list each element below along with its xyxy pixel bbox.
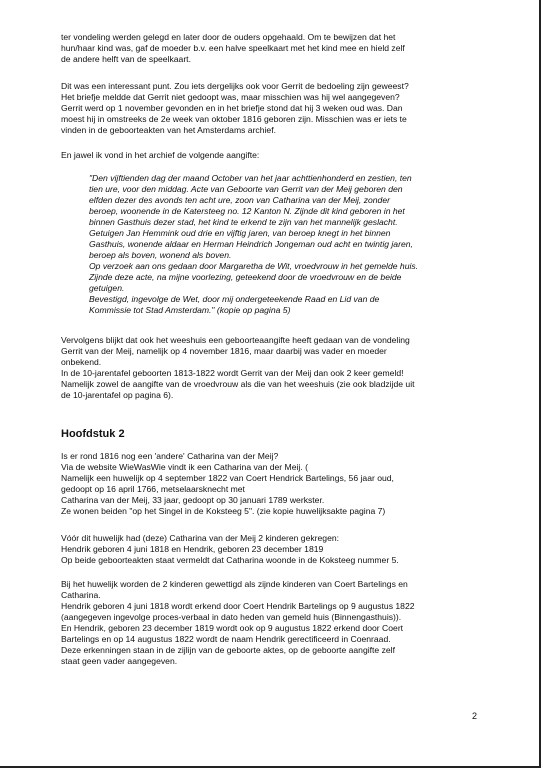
text-line: Bartelings en op 14 augustus 1822 wordt de naam Hendrik gerectificeerd in Coenraad. <box>61 634 391 644</box>
quote-line: Kommissie tot Stad Amsterdam." (kopie op pagina 5) <box>89 305 291 315</box>
text-line: En Hendrik, geboren 23 december 1819 wordt ook op 9 augustus 1822 erkend door Coert <box>61 623 404 633</box>
text-line: Via de website WieWasWie vindt ik een Catharina van der Meij. ( <box>61 462 308 472</box>
quote-line: Bevestigd, ingevolge de Wet, door mij ondergeteekende Raad en Lid van de <box>89 294 380 304</box>
paragraph-orphanage-record <box>61 335 479 401</box>
quote-line: Getuigen Jan Hemmink oud drie en vijftig jaren, van beroep knegt in het binnen <box>89 228 391 238</box>
text-line: hun/haar kind was, gaf de moeder b.v. een halve speelkaart met het kind mee en hield zelf <box>61 43 405 53</box>
paragraph-children-before-marriage <box>61 533 479 566</box>
text-line: Op beide geboorteakten staat vermeldt dat Catharina woonde in de Koksteeg nummer 5. <box>61 555 399 565</box>
text-line: vinden in de geboorteakten van het Amsterdams archief. <box>61 125 276 135</box>
text-line: Catharina van der Meij, 33 jaar, gedoopt op 30 januari 1789 werkster. <box>61 495 325 505</box>
quote-line: getuigen. <box>89 283 125 293</box>
quote-line: beroep, woonende in de Katersteeg no. 12 Kanton N. Zijnde dit kind geboren in het <box>89 206 405 216</box>
text-line: Namelijk zowel de aangifte van de vroedvrouw als die van het weeshuis (zie ook bladzijde uit <box>61 379 415 389</box>
quote-line: elfden dezer des avonds ten acht ure, zoon van Catharina van der Meij, zonder <box>89 195 390 205</box>
quote-line: beroep als boven, wonend als boven. <box>89 250 232 260</box>
text-line: (aangegeven ingevolge proces-verbaal in dato heden van gemeld huis (Binnengasthuis)). <box>61 612 402 622</box>
text-line: Gerrit van der Meij, namelijk op 4 november 1816, maar daarbij was vader en moeder <box>61 346 387 356</box>
text-line: Catharina. <box>61 590 101 600</box>
chapter-heading: Hoofdstuk 2 <box>61 428 125 440</box>
paragraph-archive-intro <box>61 150 479 161</box>
paragraph-interesting-point <box>61 81 479 136</box>
text-line: Deze erkenningen staan in de zijlijn van de geboorte aktes, op de geboorte aangifte zelf <box>61 645 395 655</box>
birth-record-quote <box>89 173 479 316</box>
text-line: ter vondeling werden gelegd en later door de ouders opgehaald. Om te bewijzen dat het <box>61 32 396 42</box>
quote-line: Op verzoek aan ons gedaan door Margaretha de Wit, vroedvrouw in het gemelde huis. <box>89 261 419 271</box>
text-line: En jawel ik vond in het archief de volgende aangifte: <box>61 150 260 160</box>
text-line: Bij het huwelijk worden de 2 kinderen gewettigd als zijnde kinderen van Coert Bartelings en <box>61 579 408 589</box>
paragraph-foundling-token <box>61 32 479 65</box>
text-line: onbekend. <box>61 357 102 367</box>
text-line: moest hij in omstreeks de 2e week van oktober 1816 geboren zijn. Misschien was er iets te <box>61 114 407 124</box>
quote-line: Zijnde deze acte, na mijne voorlezing, geteekend door de vroedvrouw en de beide <box>89 272 402 282</box>
text-line: Vóór dit huwelijk had (deze) Catharina van der Meij 2 kinderen gekregen: <box>61 533 340 543</box>
quote-line: binnen Gasthuis dezer stad, het kind te erkend te zijn van het mannelijk geslacht. <box>89 217 398 227</box>
text-line: In de 10-jarentafel geboorten 1813-1822 wordt Gerrit van der Meij dan ook 2 keer gemeld! <box>61 368 404 378</box>
quote-line: "Den vijftienden dag der maand October van het jaar achttienhonderd en zestien, ten <box>89 173 412 183</box>
page-number: 2 <box>472 711 478 721</box>
paragraph-legitimation <box>61 579 479 667</box>
text-line: Gerrit werd op 1 november gevonden en in het briefje stond dat hij 3 weken oud was. Dan <box>61 103 403 113</box>
text-line: Dit was een interessant punt. Zou iets dergelijks ook voor Gerrit de bedoeling zijn geweest? <box>61 81 409 91</box>
quote-line: tien ure, voor den middag. Acte van Geboorte van Gerrit van der Meij geboren den <box>89 184 403 194</box>
text-line: Hendrik geboren 4 juni 1818 en Hendrik, geboren 23 december 1819 <box>61 544 324 554</box>
text-line: gedoopt op 16 april 1766, metselaarsknecht met <box>61 484 245 494</box>
paragraph-other-catharina <box>61 451 479 517</box>
text-line: staat geen vader aangegeven. <box>61 656 178 666</box>
text-line: Namelijk een huwelijk op 4 september 1822 van Coert Hendrick Bartelings, 56 jaar oud, <box>61 473 394 483</box>
text-line: de andere helft van de speelkaart. <box>61 54 191 64</box>
text-line: Het briefje meldde dat Gerrit niet gedoopt was, maar misschien was hij wel aangegeven? <box>61 92 400 102</box>
text-line: Is er rond 1816 nog een 'andere' Catharina van der Meij? <box>61 451 279 461</box>
quote-line: Gasthuis, wonende aldaar en Herman Heindrich Jongeman oud acht en twintig jaren, <box>89 239 413 249</box>
text-line: Vervolgens blijkt dat ook het weeshuis een geboorteaangifte heeft gedaan van de vondeling <box>61 335 410 345</box>
text-line: Ze wonen beiden "op het Singel in de Koksteeg 5". (zie kopie huwelijksakte pagina 7) <box>61 506 386 516</box>
text-line: de 10-jarentafel op pagina 6). <box>61 390 174 400</box>
text-line: Hendrik geboren 4 juni 1818 wordt erkend door Coert Hendrik Bartelings op 9 augustus 1822 <box>61 601 415 611</box>
